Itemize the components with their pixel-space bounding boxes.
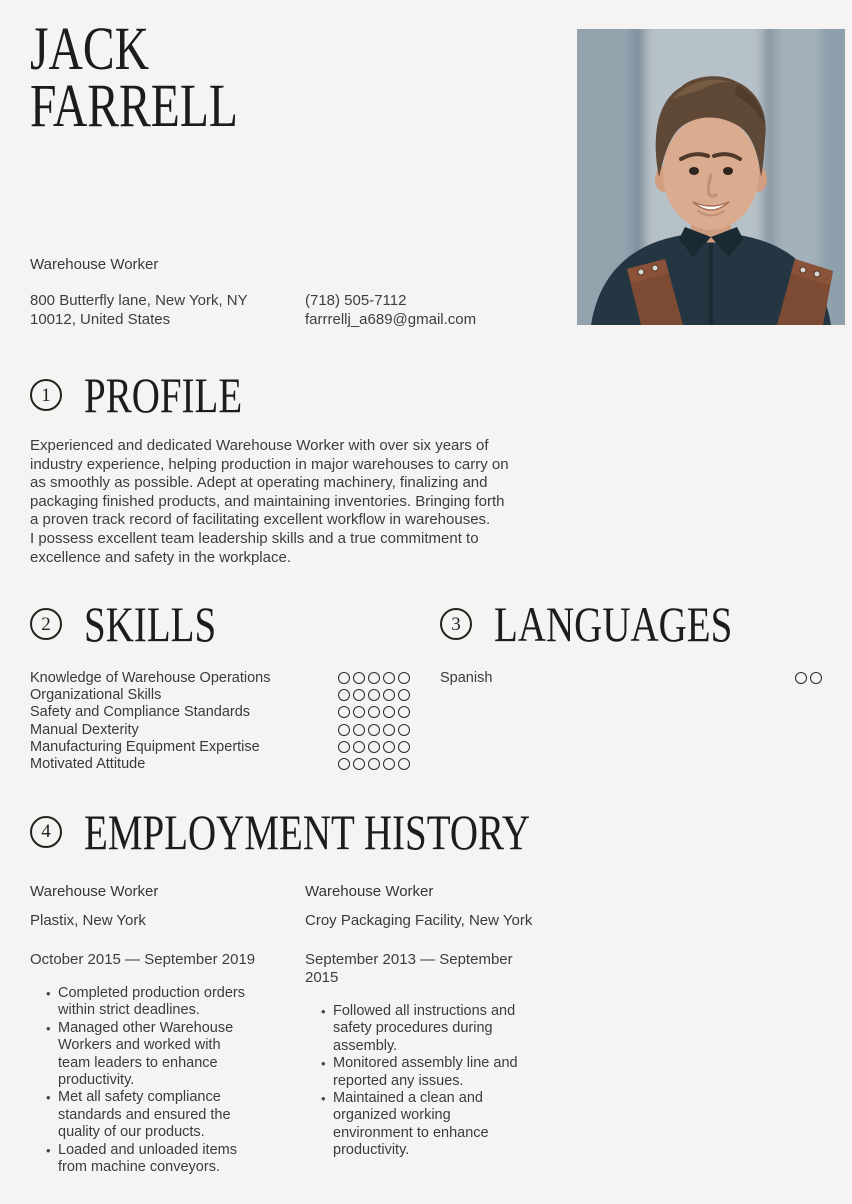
rating-circle-icon [398, 672, 410, 684]
skill-rating [338, 758, 410, 770]
skill-row [30, 669, 410, 686]
rating-circle-icon [398, 689, 410, 701]
bullet-item: • Loaded and unloaded items from machine conveyors. [30, 1142, 253, 1177]
section-title: EMPLOYMENT HISTORY [84, 803, 531, 860]
languages-list [440, 669, 822, 686]
section-title: PROFILE [84, 367, 243, 423]
rating-circle-icon [795, 672, 807, 684]
bullet-item: • Completed production orders within strict deadlines. [30, 985, 253, 1020]
skill-label: Safety and Compliance Standards [30, 704, 251, 721]
rating-circle-icon [383, 672, 395, 684]
skill-rating [338, 672, 410, 684]
section-title: LANGUAGES [494, 596, 733, 653]
bullet-item: • Monitored assembly line and reported any issues. [305, 1055, 528, 1090]
skill-label: Knowledge of Warehouse Operations [30, 669, 271, 686]
skill-rating [338, 724, 410, 736]
rating-circle-icon [398, 724, 410, 736]
section-profile [30, 367, 822, 567]
skill-rating [338, 706, 410, 718]
skill-row [30, 704, 410, 721]
rating-circle-icon [368, 724, 380, 736]
rating-circle-icon [353, 706, 365, 718]
job-dates: October 2015 — September 2019 [30, 950, 256, 968]
section-number-icon: 1 [30, 379, 62, 411]
language-rating [795, 672, 822, 684]
job-company: Croy Packaging Facility, New York [305, 911, 533, 929]
header-job-title: Warehouse Worker [30, 256, 159, 273]
bullet-item: • Followed all instructions and safety procedures during assembly. [305, 1003, 528, 1055]
rating-circle-icon [353, 758, 365, 770]
rating-circle-icon [383, 706, 395, 718]
rating-circle-icon [398, 706, 410, 718]
section-skills [30, 596, 410, 773]
rating-circle-icon [383, 758, 395, 770]
rating-circle-icon [353, 741, 365, 753]
job-title: Warehouse Worker [305, 882, 434, 900]
rating-circle-icon [383, 741, 395, 753]
rating-circle-icon [338, 758, 350, 770]
rating-circle-icon [338, 706, 350, 718]
name-line-2: FARRELL [30, 73, 238, 140]
bullet-item: • Met all safety compliance standards and ensured the quality of our products. [30, 1089, 253, 1141]
job-column-1 [30, 882, 273, 1176]
profile-paragraph-1: Experienced and dedicated Warehouse Worker with over six years of industry experience, helping production in major warehouses to carry on as smoothly as possible. Adept at operating machinery, finalizing and packaging finished products, and maintaining inventories. Bringing forth a proven track record of facilitating excellent workflow in warehouses. [30, 437, 509, 529]
employment-heading [30, 803, 822, 860]
skill-rating [338, 741, 410, 753]
rating-circle-icon [368, 672, 380, 684]
rating-circle-icon [368, 758, 380, 770]
name-line-1: JACK [30, 16, 149, 83]
job-bullets [30, 985, 253, 1176]
bullet-item: • Managed other Warehouse Workers and worked with team leaders to enhance productivity. [30, 1020, 253, 1090]
rating-circle-icon [353, 672, 365, 684]
profile-text [30, 437, 510, 567]
skills-heading [30, 596, 410, 653]
section-languages [440, 596, 822, 773]
profile-heading [30, 367, 822, 423]
address-line-2: 10012, United States [30, 311, 171, 328]
job-title: Warehouse Worker [30, 882, 159, 900]
languages-heading [440, 596, 822, 653]
skill-row [30, 721, 410, 738]
phone: (718) 505-7112 [305, 292, 407, 309]
rating-circle-icon [338, 689, 350, 701]
skill-label: Motivated Attitude [30, 756, 146, 773]
rating-circle-icon [353, 724, 365, 736]
skill-label: Manufacturing Equipment Expertise [30, 738, 260, 755]
rating-circle-icon [338, 724, 350, 736]
section-employment-history [30, 803, 822, 1176]
rating-circle-icon [353, 689, 365, 701]
skill-label: Manual Dexterity [30, 721, 139, 738]
rating-circle-icon [368, 741, 380, 753]
job-dates: September 2013 — September 2015 [305, 950, 513, 986]
rating-circle-icon [338, 672, 350, 684]
language-label: Spanish [440, 669, 493, 686]
rating-circle-icon [383, 724, 395, 736]
rating-circle-icon [398, 741, 410, 753]
skill-row [30, 756, 410, 773]
rating-circle-icon [810, 672, 822, 684]
rating-circle-icon [368, 706, 380, 718]
email: farrrellj_a689@gmail.com [305, 311, 477, 328]
candidate-name [30, 0, 822, 140]
skill-row [30, 738, 410, 755]
address [30, 291, 273, 329]
rating-circle-icon [383, 689, 395, 701]
language-row [440, 669, 822, 686]
rating-circle-icon [398, 758, 410, 770]
section-number-icon: 3 [440, 608, 472, 640]
profile-paragraph-2: I possess excellent team leadership skills and a true commitment to excellence and safety in the workplace. [30, 529, 479, 566]
job-column-2 [305, 882, 548, 1176]
section-number-icon: 2 [30, 608, 62, 640]
rating-circle-icon [368, 689, 380, 701]
contact-block [30, 291, 822, 329]
contact-methods [305, 291, 548, 329]
address-line-1: 800 Butterfly lane, New York, NY [30, 292, 248, 309]
job-company: Plastix, New York [30, 911, 146, 929]
skill-label: Organizational Skills [30, 687, 162, 704]
skills-list [30, 669, 410, 773]
job-bullets [305, 1003, 528, 1160]
rating-circle-icon [338, 741, 350, 753]
skill-row [30, 686, 410, 703]
skill-rating [338, 689, 410, 701]
section-number-icon: 4 [30, 816, 62, 848]
section-title: SKILLS [84, 596, 217, 653]
bullet-item: • Maintained a clean and organized working environment to enhance productivity. [305, 1090, 528, 1160]
